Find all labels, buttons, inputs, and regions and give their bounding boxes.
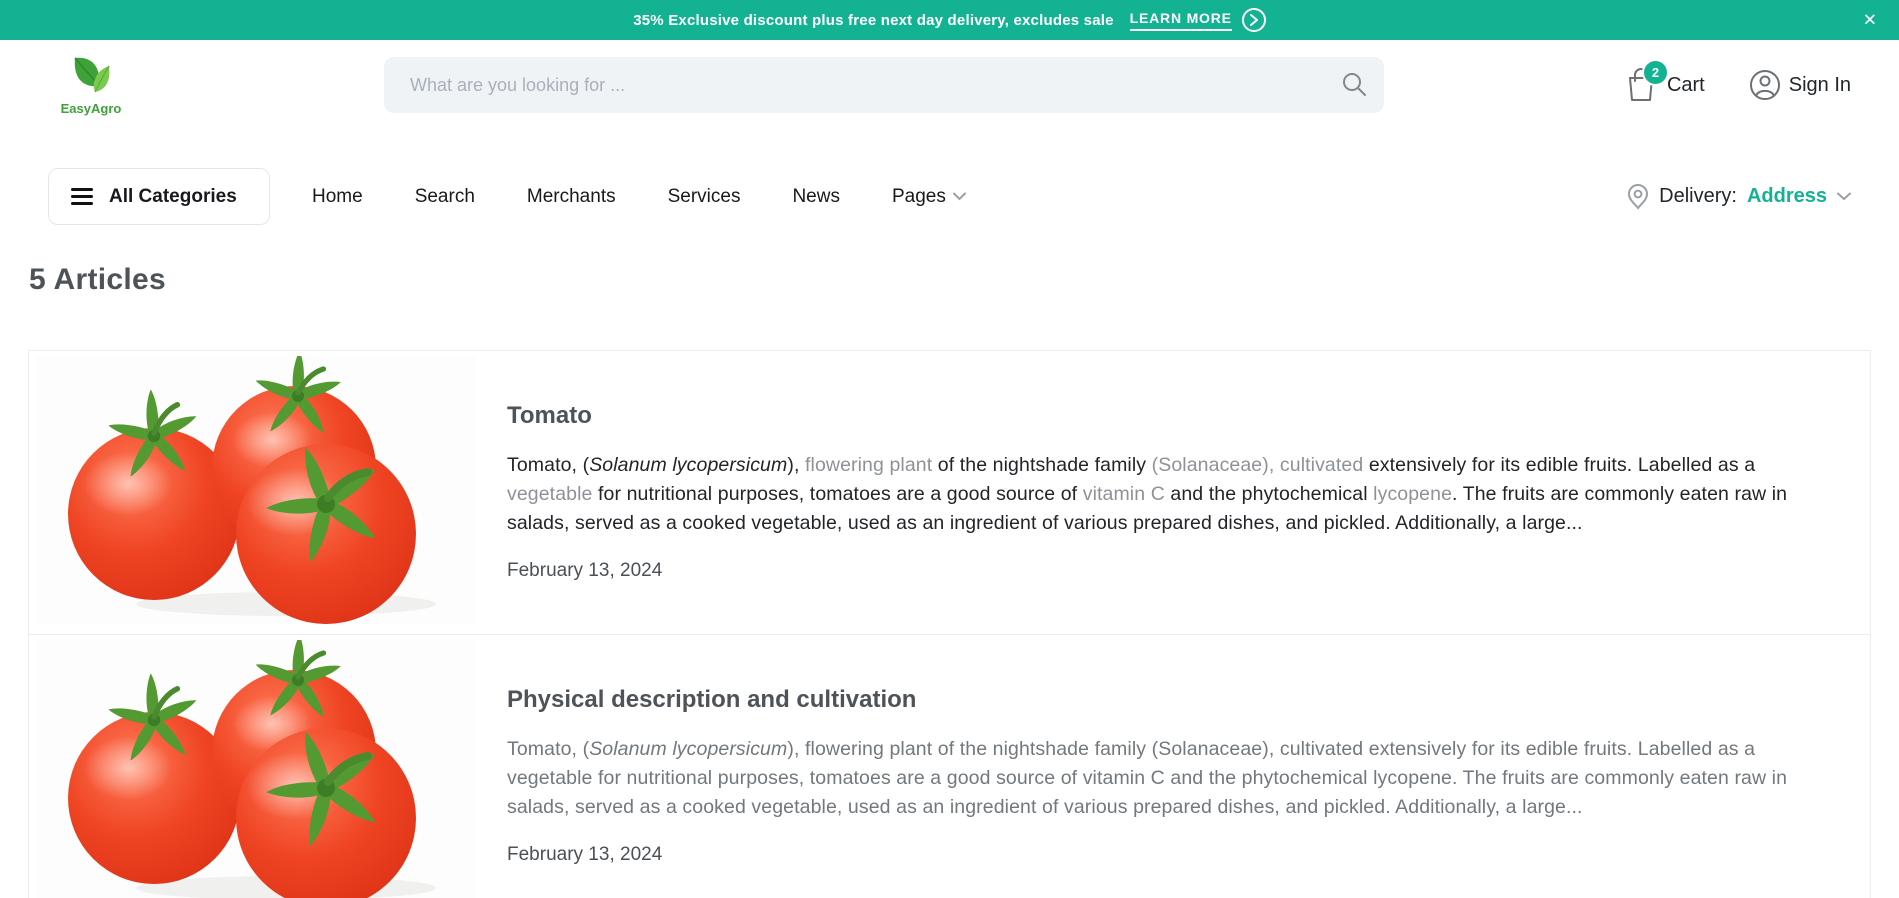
delivery-address-selector[interactable] (1627, 184, 1851, 210)
main-nav (28, 168, 1871, 225)
article-title[interactable]: Physical description and cultivation (507, 686, 917, 713)
arrow-right-circle-icon (1242, 8, 1266, 32)
nav-link-home[interactable]: Home (312, 185, 363, 207)
article-row-physical-description (29, 635, 1870, 898)
logo[interactable] (58, 54, 384, 116)
location-pin-icon (1627, 184, 1649, 210)
nav-link-pages[interactable] (892, 186, 966, 208)
cart-button[interactable] (1625, 67, 1705, 103)
close-icon[interactable]: ✕ (1862, 10, 1877, 30)
search-icon[interactable] (1340, 71, 1368, 99)
leaf-logo-icon (65, 54, 117, 100)
search-input[interactable] (384, 57, 1384, 113)
sign-in-button[interactable] (1749, 69, 1851, 101)
article-row-tomato (29, 351, 1870, 635)
nav-link-search[interactable]: Search (414, 185, 475, 207)
article-title[interactable]: Tomato (507, 402, 592, 429)
hamburger-icon (71, 188, 93, 205)
site-header (28, 40, 1871, 130)
cart-label: Cart (1666, 73, 1705, 96)
user-icon (1749, 69, 1781, 101)
logo-text: EasyAgro (60, 101, 122, 116)
article-date: February 13, 2024 (507, 844, 663, 865)
article-list (28, 350, 1871, 898)
chevron-down-icon (953, 192, 966, 201)
learn-more-label: LEARN MORE (1130, 10, 1232, 31)
article-excerpt: Tomato, (Solanum lycopersicum), flowering plant of the nightshade family (Solanaceae), cultivated extensively for its edible fruits. Labelled as a vegetable for nutritional purposes, tomatoes are a good source of vitamin C and the phytochemical lycopene. The fruits are commonly eaten raw in salads, served as a cooked vegetable, used as an ingredient of various prepared dishes, and pickled. Additionally, a large... (507, 454, 1788, 534)
all-categories-button[interactable] (48, 168, 270, 225)
all-categories-label: All Categories (109, 185, 237, 207)
nav-link-services[interactable]: Services (667, 185, 741, 207)
promo-banner (0, 0, 1899, 40)
sign-in-label: Sign In (1788, 73, 1851, 96)
article-image-tomatoes[interactable] (29, 635, 479, 898)
cart-count-badge: 2 (1642, 59, 1669, 86)
nav-link-merchants[interactable]: Merchants (526, 185, 616, 207)
article-image-tomatoes[interactable] (29, 351, 479, 634)
nav-link-pages-label: Pages (891, 185, 946, 207)
article-excerpt: Tomato, (Solanum lycopersicum), flowering plant of the nightshade family (Solanaceae), cultivated extensively for its edible fruits. Labelled as a vegetable for nutritional purposes, tomatoes are a good source of vitamin C and the phytochemical lycopene. The fruits are commonly eaten raw in salads, served as a cooked vegetable, used as an ingredient of various prepared dishes, and pickled. Additionally, a large... (507, 738, 1788, 818)
learn-more-link[interactable] (1130, 8, 1266, 32)
article-date: February 13, 2024 (507, 560, 663, 581)
chevron-down-icon (1837, 192, 1851, 201)
delivery-address-value: Address (1746, 185, 1827, 207)
page-title: 5 Articles (29, 263, 166, 296)
search-bar (384, 57, 1384, 113)
delivery-label: Delivery: (1659, 185, 1737, 207)
promo-text: 35% Exclusive discount plus free next day delivery, excludes sale (633, 11, 1114, 29)
nav-link-news[interactable]: News (792, 185, 840, 207)
